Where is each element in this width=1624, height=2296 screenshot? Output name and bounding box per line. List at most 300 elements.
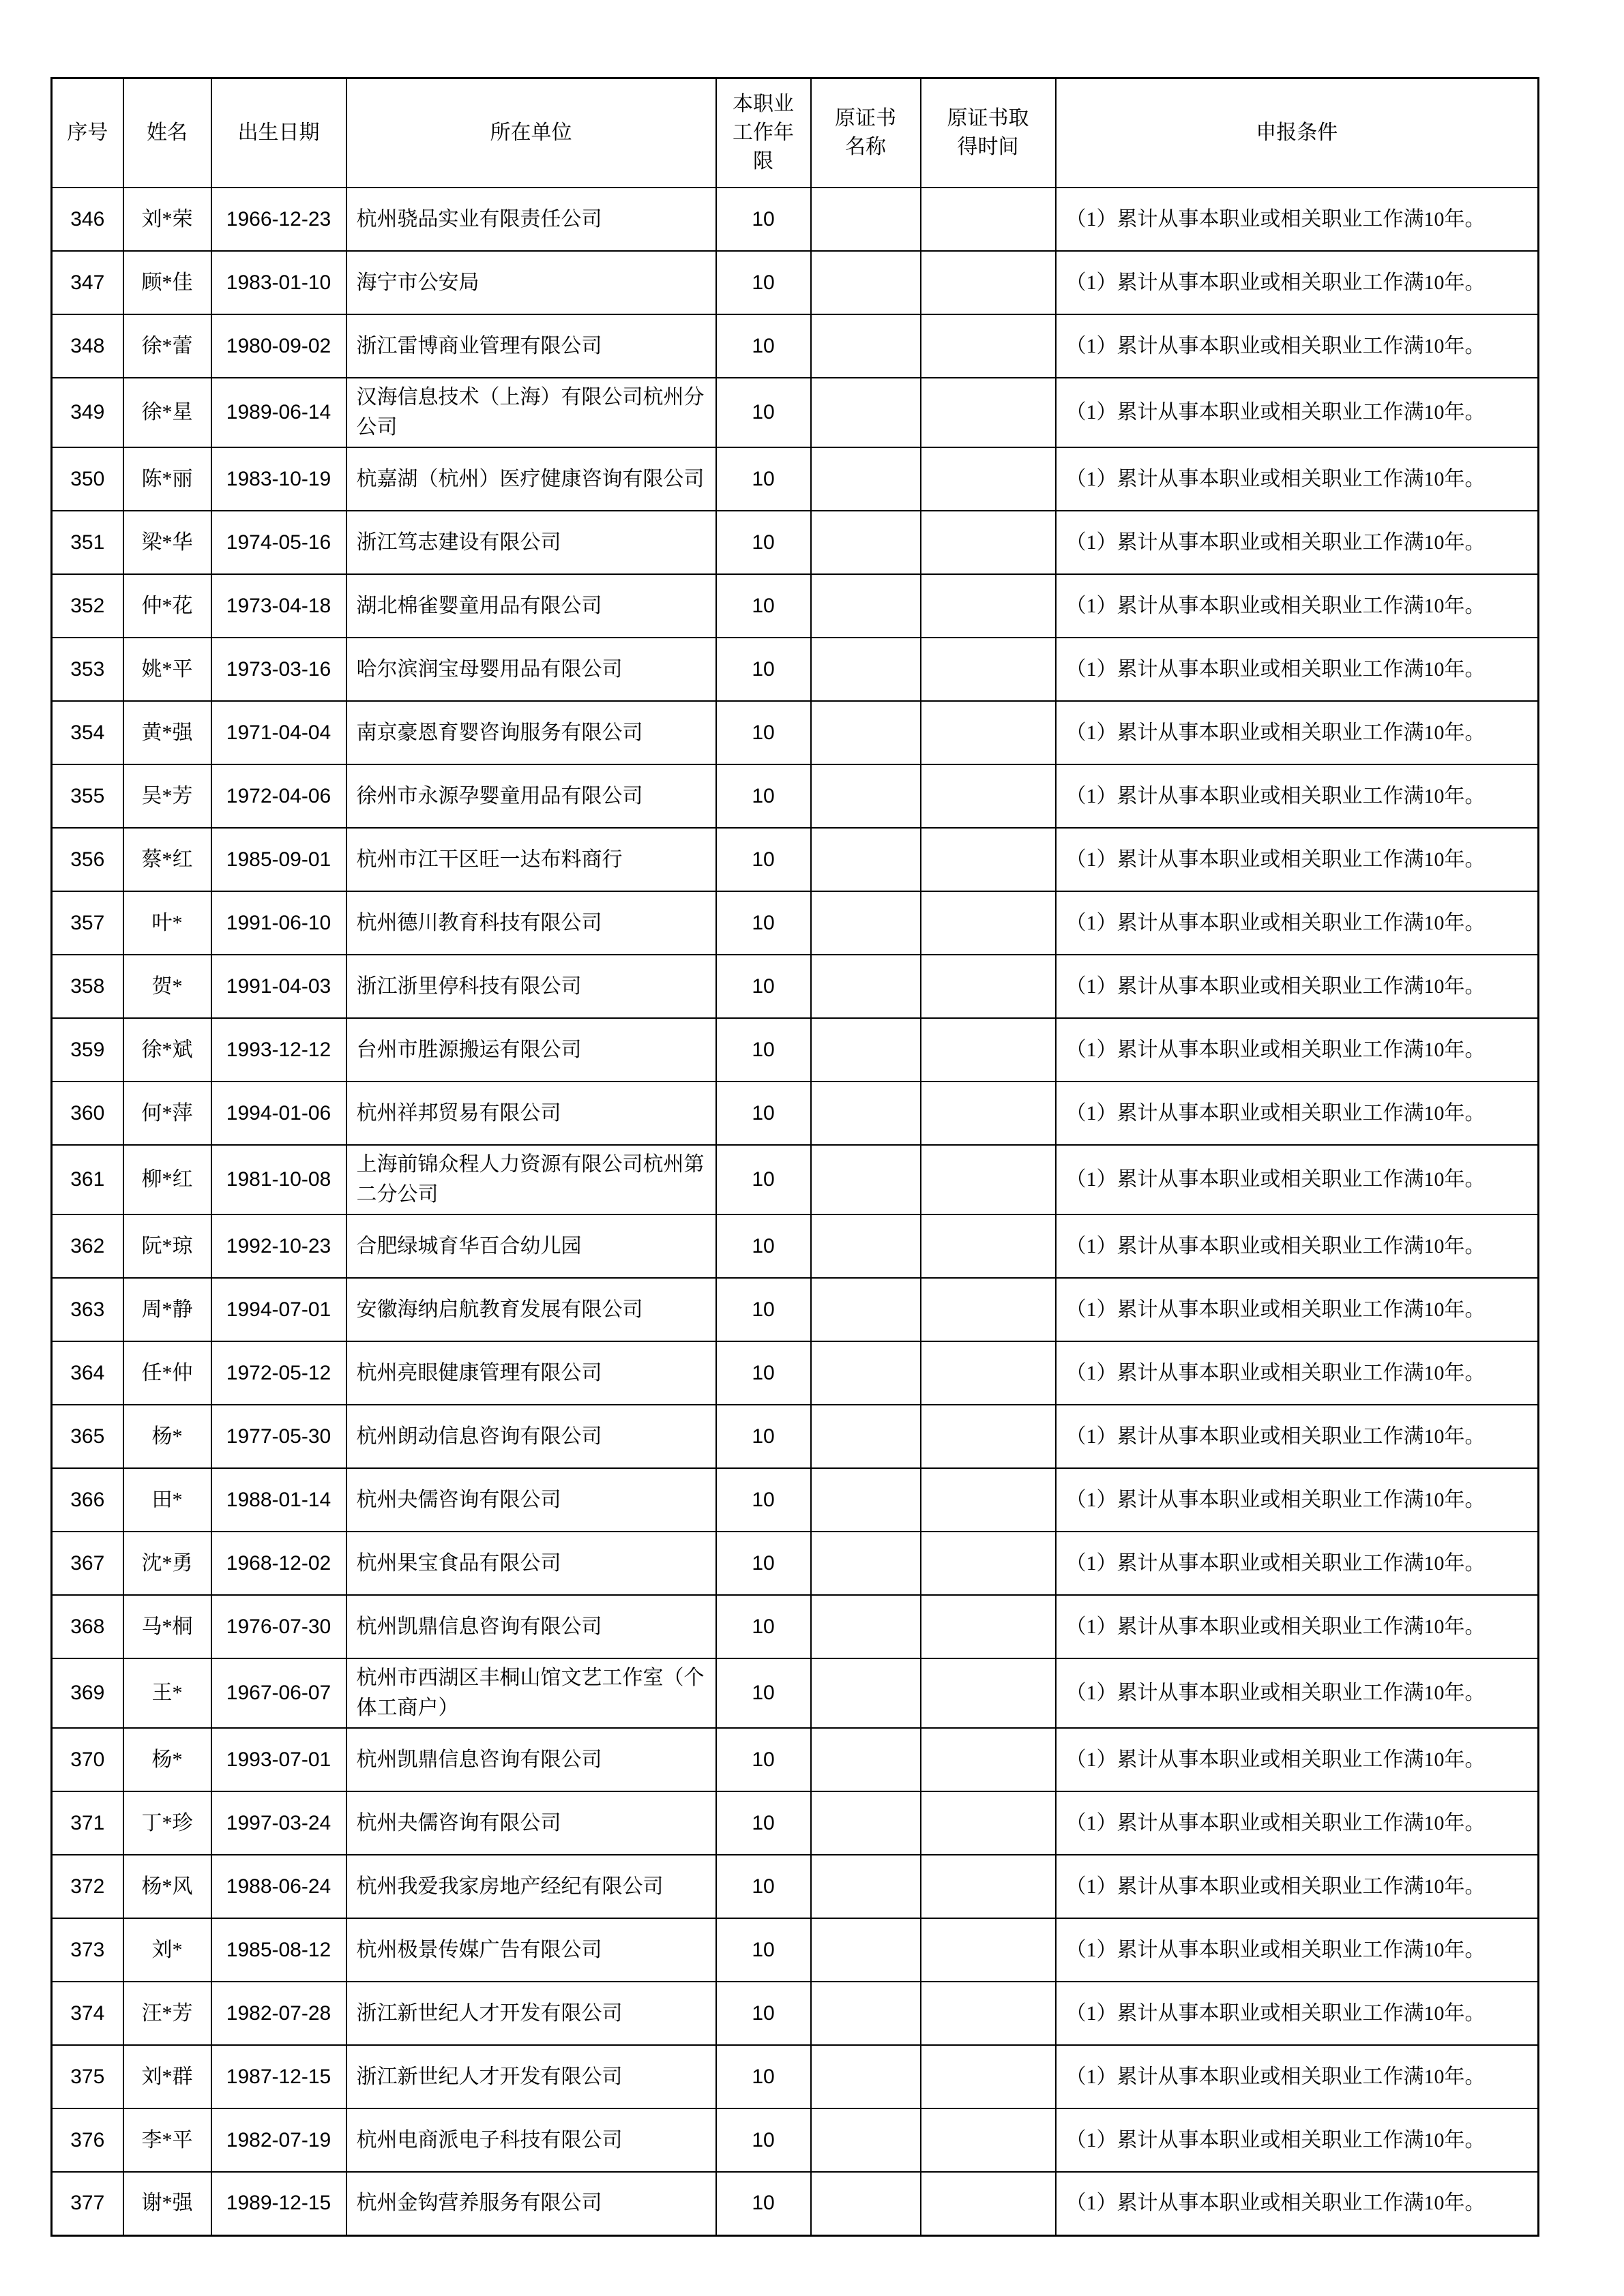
cell-work-years: 10 [716, 1728, 811, 1791]
cell-company: 杭州果宝食品有限公司 [346, 1532, 716, 1595]
cell-cert-time [921, 638, 1056, 701]
table-row [52, 701, 1539, 764]
cell-cert-time [921, 1018, 1056, 1082]
cell-birth-date: 1977-05-30 [211, 1405, 346, 1468]
cell-birth-date: 1997-03-24 [211, 1791, 346, 1855]
cell-seq: 349 [52, 378, 123, 447]
header-conditions: 申报条件 [1056, 78, 1539, 188]
cell-company: 汉海信息技术（上海）有限公司杭州分公司 [346, 378, 716, 447]
cell-seq: 376 [52, 2108, 123, 2172]
cell-cert-name [811, 2108, 921, 2172]
table-row [52, 1532, 1539, 1595]
cell-cert-name [811, 1918, 921, 1982]
cell-cert-time [921, 1658, 1056, 1728]
cell-cert-name [811, 1595, 921, 1658]
cell-name: 李*平 [123, 2108, 211, 2172]
table-row [52, 1341, 1539, 1405]
cell-company: 杭州骁品实业有限责任公司 [346, 188, 716, 251]
cell-birth-date: 1973-03-16 [211, 638, 346, 701]
cell-work-years: 10 [716, 891, 811, 955]
cell-cert-time [921, 574, 1056, 638]
cell-name: 徐*蕾 [123, 314, 211, 378]
cell-cert-time [921, 1145, 1056, 1214]
cell-seq: 358 [52, 955, 123, 1018]
table-row [52, 314, 1539, 378]
cell-cert-time [921, 1214, 1056, 1278]
cell-seq: 367 [52, 1532, 123, 1595]
cell-work-years: 10 [716, 1918, 811, 1982]
table-row [52, 1918, 1539, 1982]
table-row [52, 955, 1539, 1018]
cell-conditions: （1）累计从事本职业或相关职业工作满10年。 [1056, 891, 1539, 955]
cell-cert-time [921, 1855, 1056, 1918]
cell-work-years: 10 [716, 764, 811, 828]
cell-company: 杭州凯鼎信息咨询有限公司 [346, 1595, 716, 1658]
cell-company: 台州市胜源搬运有限公司 [346, 1018, 716, 1082]
cell-birth-date: 1994-01-06 [211, 1082, 346, 1145]
header-cert-time: 原证书取得时间 [921, 78, 1056, 188]
cell-cert-name [811, 701, 921, 764]
cell-work-years: 10 [716, 828, 811, 891]
cell-cert-name [811, 828, 921, 891]
table-row [52, 828, 1539, 891]
cell-birth-date: 1985-09-01 [211, 828, 346, 891]
table-row [52, 1982, 1539, 2045]
cell-seq: 368 [52, 1595, 123, 1658]
cell-name: 谢*强 [123, 2172, 211, 2235]
cell-birth-date: 1988-01-14 [211, 1468, 346, 1532]
cell-cert-name [811, 188, 921, 251]
cell-work-years: 10 [716, 511, 811, 574]
cell-name: 阮*琼 [123, 1214, 211, 1278]
table-row [52, 2172, 1539, 2235]
cell-birth-date: 1980-09-02 [211, 314, 346, 378]
cell-company: 安徽海纳启航教育发展有限公司 [346, 1278, 716, 1341]
cell-cert-time [921, 1405, 1056, 1468]
cell-name: 周*静 [123, 1278, 211, 1341]
cell-birth-date: 1972-04-06 [211, 764, 346, 828]
cell-birth-date: 1981-10-08 [211, 1145, 346, 1214]
cell-birth-date: 1976-07-30 [211, 1595, 346, 1658]
cell-birth-date: 1982-07-19 [211, 2108, 346, 2172]
cell-cert-name [811, 764, 921, 828]
cell-company: 杭州德川教育科技有限公司 [346, 891, 716, 955]
cell-seq: 372 [52, 1855, 123, 1918]
cell-seq: 371 [52, 1791, 123, 1855]
table-header [52, 78, 1539, 188]
cell-seq: 359 [52, 1018, 123, 1082]
cell-conditions: （1）累计从事本职业或相关职业工作满10年。 [1056, 1595, 1539, 1658]
cell-cert-time [921, 2108, 1056, 2172]
cell-seq: 377 [52, 2172, 123, 2235]
cell-name: 刘*荣 [123, 188, 211, 251]
cell-conditions: （1）累计从事本职业或相关职业工作满10年。 [1056, 2045, 1539, 2108]
cell-birth-date: 1989-06-14 [211, 378, 346, 447]
cell-company: 浙江笃志建设有限公司 [346, 511, 716, 574]
cell-company: 杭州亮眼健康管理有限公司 [346, 1341, 716, 1405]
cell-name: 蔡*红 [123, 828, 211, 891]
cell-seq: 354 [52, 701, 123, 764]
cell-name: 丁*珍 [123, 1791, 211, 1855]
cell-birth-date: 1974-05-16 [211, 511, 346, 574]
cell-seq: 365 [52, 1405, 123, 1468]
cell-birth-date: 1983-10-19 [211, 447, 346, 511]
cell-company: 杭州市西湖区丰桐山馆文艺工作室（个体工商户） [346, 1658, 716, 1728]
cell-name: 贺* [123, 955, 211, 1018]
table-row [52, 891, 1539, 955]
cell-company: 杭州朗动信息咨询有限公司 [346, 1405, 716, 1468]
cell-cert-time [921, 891, 1056, 955]
cell-birth-date: 1993-12-12 [211, 1018, 346, 1082]
cell-birth-date: 1983-01-10 [211, 251, 346, 314]
cell-work-years: 10 [716, 1855, 811, 1918]
cell-name: 杨* [123, 1728, 211, 1791]
cell-seq: 346 [52, 188, 123, 251]
cell-company: 杭州电商派电子科技有限公司 [346, 2108, 716, 2172]
cell-cert-name [811, 1082, 921, 1145]
cell-conditions: （1）累计从事本职业或相关职业工作满10年。 [1056, 1405, 1539, 1468]
cell-cert-time [921, 2045, 1056, 2108]
cell-cert-time [921, 1791, 1056, 1855]
cell-cert-name [811, 1468, 921, 1532]
cell-birth-date: 1973-04-18 [211, 574, 346, 638]
cell-cert-name [811, 1532, 921, 1595]
table-row [52, 1595, 1539, 1658]
table-row [52, 2108, 1539, 2172]
cell-cert-name [811, 1982, 921, 2045]
header-company: 所在单位 [346, 78, 716, 188]
cell-cert-name [811, 1791, 921, 1855]
cell-name: 杨* [123, 1405, 211, 1468]
cell-seq: 351 [52, 511, 123, 574]
cell-company: 哈尔滨润宝母婴用品有限公司 [346, 638, 716, 701]
header-birth-date: 出生日期 [211, 78, 346, 188]
cell-work-years: 10 [716, 1214, 811, 1278]
cell-cert-time [921, 1982, 1056, 2045]
table-row [52, 1855, 1539, 1918]
cell-company: 杭州金钩营养服务有限公司 [346, 2172, 716, 2235]
cell-name: 梁*华 [123, 511, 211, 574]
cell-cert-name [811, 1214, 921, 1278]
cell-company: 杭州夬儒咨询有限公司 [346, 1468, 716, 1532]
cell-seq: 356 [52, 828, 123, 891]
cell-birth-date: 1987-12-15 [211, 2045, 346, 2108]
cell-name: 何*萍 [123, 1082, 211, 1145]
cell-conditions: （1）累计从事本职业或相关职业工作满10年。 [1056, 188, 1539, 251]
cell-work-years: 10 [716, 1341, 811, 1405]
cell-conditions: （1）累计从事本职业或相关职业工作满10年。 [1056, 1855, 1539, 1918]
cell-work-years: 10 [716, 1082, 811, 1145]
cell-conditions: （1）累计从事本职业或相关职业工作满10年。 [1056, 764, 1539, 828]
header-name: 姓名 [123, 78, 211, 188]
cell-name: 陈*丽 [123, 447, 211, 511]
cell-work-years: 10 [716, 1468, 811, 1532]
cell-seq: 375 [52, 2045, 123, 2108]
cell-birth-date: 1991-06-10 [211, 891, 346, 955]
header-row [52, 78, 1539, 188]
cell-name: 叶* [123, 891, 211, 955]
table-row [52, 188, 1539, 251]
cell-work-years: 10 [716, 1982, 811, 2045]
cell-cert-name [811, 1658, 921, 1728]
cell-conditions: （1）累计从事本职业或相关职业工作满10年。 [1056, 1658, 1539, 1728]
cell-seq: 348 [52, 314, 123, 378]
cell-company: 杭嘉湖（杭州）医疗健康咨询有限公司 [346, 447, 716, 511]
table-row [52, 1658, 1539, 1728]
table-row [52, 511, 1539, 574]
cell-cert-time [921, 701, 1056, 764]
cell-seq: 353 [52, 638, 123, 701]
table-row [52, 638, 1539, 701]
cell-conditions: （1）累计从事本职业或相关职业工作满10年。 [1056, 251, 1539, 314]
cell-cert-name [811, 1405, 921, 1468]
cell-name: 田* [123, 1468, 211, 1532]
cell-conditions: （1）累计从事本职业或相关职业工作满10年。 [1056, 1982, 1539, 2045]
cell-work-years: 10 [716, 314, 811, 378]
cell-cert-name [811, 574, 921, 638]
cell-work-years: 10 [716, 701, 811, 764]
cell-work-years: 10 [716, 447, 811, 511]
cell-cert-time [921, 955, 1056, 1018]
cell-cert-name [811, 447, 921, 511]
cell-company: 杭州市江干区旺一达布料商行 [346, 828, 716, 891]
cell-name: 沈*勇 [123, 1532, 211, 1595]
cell-seq: 364 [52, 1341, 123, 1405]
cell-birth-date: 1994-07-01 [211, 1278, 346, 1341]
cell-conditions: （1）累计从事本职业或相关职业工作满10年。 [1056, 574, 1539, 638]
cell-work-years: 10 [716, 2045, 811, 2108]
cell-cert-time [921, 1468, 1056, 1532]
cell-birth-date: 1982-07-28 [211, 1982, 346, 2045]
cell-conditions: （1）累计从事本职业或相关职业工作满10年。 [1056, 1082, 1539, 1145]
header-work-years: 本职业工作年限 [716, 78, 811, 188]
cell-conditions: （1）累计从事本职业或相关职业工作满10年。 [1056, 1018, 1539, 1082]
cell-conditions: （1）累计从事本职业或相关职业工作满10年。 [1056, 701, 1539, 764]
cell-work-years: 10 [716, 638, 811, 701]
cell-name: 王* [123, 1658, 211, 1728]
cell-company: 浙江雷博商业管理有限公司 [346, 314, 716, 378]
cell-conditions: （1）累计从事本职业或相关职业工作满10年。 [1056, 378, 1539, 447]
header-seq: 序号 [52, 78, 123, 188]
cell-company: 上海前锦众程人力资源有限公司杭州第二分公司 [346, 1145, 716, 1214]
cell-conditions: （1）累计从事本职业或相关职业工作满10年。 [1056, 1728, 1539, 1791]
cell-cert-name [811, 314, 921, 378]
cell-cert-name [811, 511, 921, 574]
cell-work-years: 10 [716, 1018, 811, 1082]
cell-name: 姚*平 [123, 638, 211, 701]
cell-company: 徐州市永源孕婴童用品有限公司 [346, 764, 716, 828]
cell-company: 浙江新世纪人才开发有限公司 [346, 2045, 716, 2108]
cell-cert-time [921, 378, 1056, 447]
cell-work-years: 10 [716, 251, 811, 314]
applicants-table [50, 77, 1539, 2237]
cell-cert-name [811, 1341, 921, 1405]
table-row [52, 1082, 1539, 1145]
cell-birth-date: 1966-12-23 [211, 188, 346, 251]
cell-conditions: （1）累计从事本职业或相关职业工作满10年。 [1056, 1918, 1539, 1982]
cell-conditions: （1）累计从事本职业或相关职业工作满10年。 [1056, 1791, 1539, 1855]
cell-birth-date: 1992-10-23 [211, 1214, 346, 1278]
cell-seq: 370 [52, 1728, 123, 1791]
table-row [52, 1214, 1539, 1278]
cell-company: 杭州夬儒咨询有限公司 [346, 1791, 716, 1855]
cell-cert-name [811, 1018, 921, 1082]
cell-cert-name [811, 378, 921, 447]
cell-conditions: （1）累计从事本职业或相关职业工作满10年。 [1056, 638, 1539, 701]
cell-work-years: 10 [716, 1658, 811, 1728]
cell-conditions: （1）累计从事本职业或相关职业工作满10年。 [1056, 314, 1539, 378]
cell-work-years: 10 [716, 188, 811, 251]
cell-cert-time [921, 1595, 1056, 1658]
table-body [52, 188, 1539, 2235]
cell-seq: 357 [52, 891, 123, 955]
cell-cert-name [811, 1728, 921, 1791]
cell-birth-date: 1988-06-24 [211, 1855, 346, 1918]
cell-cert-name [811, 638, 921, 701]
cell-work-years: 10 [716, 1595, 811, 1658]
cell-company: 南京豪恩育婴咨询服务有限公司 [346, 701, 716, 764]
cell-work-years: 10 [716, 2108, 811, 2172]
cell-seq: 361 [52, 1145, 123, 1214]
cell-birth-date: 1993-07-01 [211, 1728, 346, 1791]
header-cert-name: 原证书名称 [811, 78, 921, 188]
cell-name: 柳*红 [123, 1145, 211, 1214]
cell-birth-date: 1972-05-12 [211, 1341, 346, 1405]
cell-cert-time [921, 1278, 1056, 1341]
cell-seq: 362 [52, 1214, 123, 1278]
table-row [52, 1278, 1539, 1341]
cell-work-years: 10 [716, 1278, 811, 1341]
cell-company: 湖北棉雀婴童用品有限公司 [346, 574, 716, 638]
cell-cert-name [811, 955, 921, 1018]
cell-conditions: （1）累计从事本职业或相关职业工作满10年。 [1056, 2108, 1539, 2172]
cell-name: 刘* [123, 1918, 211, 1982]
cell-conditions: （1）累计从事本职业或相关职业工作满10年。 [1056, 1468, 1539, 1532]
cell-cert-time [921, 1532, 1056, 1595]
cell-cert-time [921, 764, 1056, 828]
cell-name: 顾*佳 [123, 251, 211, 314]
cell-name: 刘*群 [123, 2045, 211, 2108]
cell-birth-date: 1967-06-07 [211, 1658, 346, 1728]
cell-cert-time [921, 188, 1056, 251]
cell-cert-time [921, 251, 1056, 314]
document-page [50, 77, 1539, 2237]
cell-birth-date: 1989-12-15 [211, 2172, 346, 2235]
table-row [52, 251, 1539, 314]
cell-work-years: 10 [716, 1145, 811, 1214]
table-row [52, 1728, 1539, 1791]
table-row [52, 574, 1539, 638]
table-row [52, 764, 1539, 828]
cell-seq: 360 [52, 1082, 123, 1145]
cell-work-years: 10 [716, 1405, 811, 1468]
cell-work-years: 10 [716, 1791, 811, 1855]
cell-seq: 355 [52, 764, 123, 828]
cell-cert-time [921, 828, 1056, 891]
table-row [52, 378, 1539, 447]
cell-cert-time [921, 1918, 1056, 1982]
cell-cert-time [921, 2172, 1056, 2235]
cell-work-years: 10 [716, 1532, 811, 1595]
cell-cert-name [811, 1855, 921, 1918]
cell-cert-name [811, 891, 921, 955]
table-row [52, 1145, 1539, 1214]
cell-name: 徐*星 [123, 378, 211, 447]
cell-cert-time [921, 447, 1056, 511]
cell-company: 浙江浙里停科技有限公司 [346, 955, 716, 1018]
cell-name: 任*仲 [123, 1341, 211, 1405]
cell-seq: 350 [52, 447, 123, 511]
cell-seq: 366 [52, 1468, 123, 1532]
cell-name: 仲*花 [123, 574, 211, 638]
cell-work-years: 10 [716, 574, 811, 638]
cell-cert-name [811, 1145, 921, 1214]
cell-conditions: （1）累计从事本职业或相关职业工作满10年。 [1056, 2172, 1539, 2235]
cell-cert-name [811, 2045, 921, 2108]
cell-seq: 373 [52, 1918, 123, 1982]
cell-conditions: （1）累计从事本职业或相关职业工作满10年。 [1056, 511, 1539, 574]
cell-name: 黄*强 [123, 701, 211, 764]
cell-work-years: 10 [716, 955, 811, 1018]
cell-company: 杭州我爱我家房地产经纪有限公司 [346, 1855, 716, 1918]
cell-name: 汪*芳 [123, 1982, 211, 2045]
cell-name: 杨*风 [123, 1855, 211, 1918]
cell-conditions: （1）累计从事本职业或相关职业工作满10年。 [1056, 828, 1539, 891]
cell-birth-date: 1968-12-02 [211, 1532, 346, 1595]
cell-seq: 369 [52, 1658, 123, 1728]
table-row [52, 1018, 1539, 1082]
cell-birth-date: 1971-04-04 [211, 701, 346, 764]
cell-company: 浙江新世纪人才开发有限公司 [346, 1982, 716, 2045]
cell-name: 吴*芳 [123, 764, 211, 828]
cell-seq: 374 [52, 1982, 123, 2045]
cell-company: 杭州祥邦贸易有限公司 [346, 1082, 716, 1145]
cell-birth-date: 1985-08-12 [211, 1918, 346, 1982]
cell-name: 徐*斌 [123, 1018, 211, 1082]
cell-conditions: （1）累计从事本职业或相关职业工作满10年。 [1056, 1145, 1539, 1214]
cell-cert-time [921, 1728, 1056, 1791]
cell-cert-name [811, 2172, 921, 2235]
cell-cert-time [921, 314, 1056, 378]
cell-seq: 363 [52, 1278, 123, 1341]
cell-company: 合肥绿城育华百合幼儿园 [346, 1214, 716, 1278]
cell-seq: 352 [52, 574, 123, 638]
cell-seq: 347 [52, 251, 123, 314]
cell-cert-name [811, 1278, 921, 1341]
table-row [52, 447, 1539, 511]
table-row [52, 1468, 1539, 1532]
cell-name: 马*桐 [123, 1595, 211, 1658]
cell-conditions: （1）累计从事本职业或相关职业工作满10年。 [1056, 1278, 1539, 1341]
cell-work-years: 10 [716, 378, 811, 447]
cell-conditions: （1）累计从事本职业或相关职业工作满10年。 [1056, 955, 1539, 1018]
table-row [52, 1791, 1539, 1855]
cell-cert-time [921, 511, 1056, 574]
cell-work-years: 10 [716, 2172, 811, 2235]
table-row [52, 1405, 1539, 1468]
cell-conditions: （1）累计从事本职业或相关职业工作满10年。 [1056, 1214, 1539, 1278]
cell-company: 杭州极景传媒广告有限公司 [346, 1918, 716, 1982]
cell-cert-name [811, 251, 921, 314]
cell-cert-time [921, 1341, 1056, 1405]
cell-company: 海宁市公安局 [346, 251, 716, 314]
cell-conditions: （1）累计从事本职业或相关职业工作满10年。 [1056, 1532, 1539, 1595]
cell-birth-date: 1991-04-03 [211, 955, 346, 1018]
cell-cert-time [921, 1082, 1056, 1145]
cell-conditions: （1）累计从事本职业或相关职业工作满10年。 [1056, 1341, 1539, 1405]
cell-company: 杭州凯鼎信息咨询有限公司 [346, 1728, 716, 1791]
table-row [52, 2045, 1539, 2108]
